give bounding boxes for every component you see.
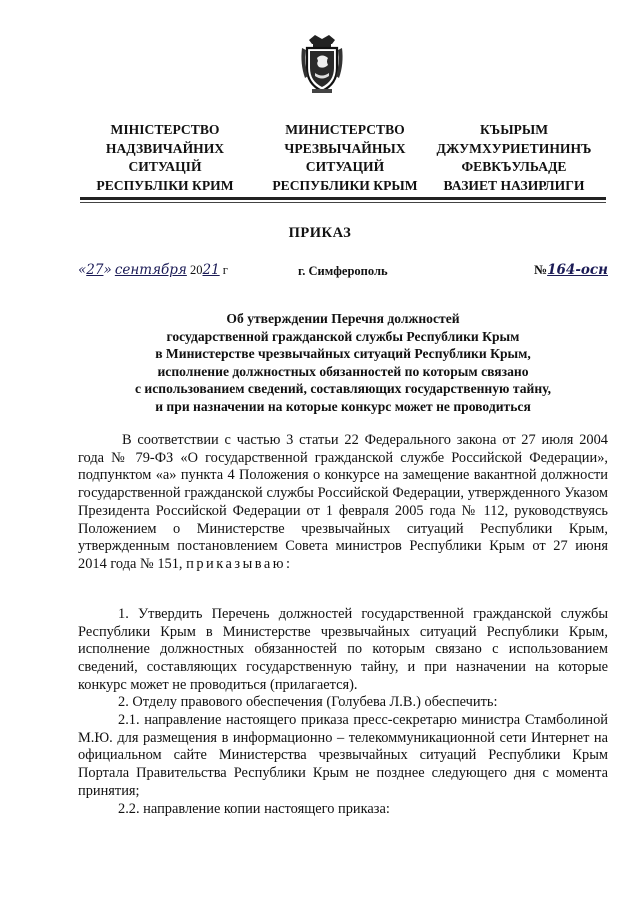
- header-divider-thin: [80, 202, 606, 203]
- order-item-1: 1. Утвердить Перечень должностей государственной гражданской службы Республики Крым в Министерстве чрезвычайных ситуаций Республики Крым, исполнение должностных обязанностей по которым связано с использованием сведений, составляющих государственную тайну, и при назначении на которые конкурс может не проводиться (прилагается).: [78, 606, 608, 693]
- dateline: [78, 262, 608, 284]
- order-item-2-1: 2.1. направление настоящего приказа пресс-секретарю министра Стамболиной М.Ю. для размещения в информационно – телекоммуникационной сети Интернет на официальном сайте Министерства чрезвычайных ситуаций Республики Крым Портала Правительства Республики Крым не позднее следующего дня с момента принятия;: [78, 712, 608, 799]
- crimea-coat-of-arms-icon: [299, 34, 345, 94]
- date-day: 27: [86, 262, 104, 278]
- header-divider-thick: [80, 197, 606, 200]
- header-russian: МИНИСТЕРСТВО ЧРЕЗВЫЧАЙНЫХ СИТУАЦИЙ РЕСПУБЛИКИ КРЫМ: [272, 122, 418, 193]
- date-year: 21: [202, 262, 220, 278]
- document-number: №164-осн: [534, 262, 608, 278]
- orders-word: приказываю:: [186, 555, 293, 572]
- document-date: «27» сентября 2021 г: [78, 262, 228, 278]
- ministry-header: [0, 121, 640, 201]
- preamble-paragraph: В соответствии с частью 3 статьи 22 Федерального закона от 27 июля 2004 года № 79-ФЗ «О государственной гражданской службе Российской Федерации», подпунктом «а» пункта 4 Положения о конкурсе на замещение вакантной должности государственной гражданской службы Российской Федерации, утвержденного Указом Президента Российской Федерации от 1 февраля 2005 года № 112, руководствуясь Положением о Министерстве чрезвычайных ситуаций Республики Крым, утвержденным постановлением Совета министров Республики Крым от 27 июня 2014 года № 151, приказываю:: [78, 432, 608, 572]
- order-item-2: 2. Отделу правового обеспечения (Голубева Л.В.) обеспечить:: [118, 694, 498, 710]
- document-type: ПРИКАЗ: [288, 225, 352, 241]
- document-subject: Об утверждении Перечня должностей государственной гражданской службы Республики Крым в Министерстве чрезвычайных ситуаций Республики Крым, исполнение должностных обязанностей по которым связано с использованием сведений, составляющих государственную тайну, и при назначении на которые конкурс может не проводиться: [134, 311, 551, 414]
- date-month: сентября: [114, 262, 187, 278]
- order-item-2-2: 2.2. направление копии настоящего приказа:: [118, 801, 390, 817]
- header-ukrainian: МІНІСТЕРСТВО НАДЗВИЧАЙНИХ СИТУАЦІЙ РЕСПУБЛІКИ КРИМ: [96, 122, 234, 193]
- header-crimean-tatar: КЪЫРЫМ ДЖУМХУРИЕТИНИНЪ ФЕВКЪУЛЬАДЕ ВАЗИЕТ НАЗИРЛИГИ: [436, 122, 592, 193]
- document-city: г. Симферополь: [298, 264, 388, 278]
